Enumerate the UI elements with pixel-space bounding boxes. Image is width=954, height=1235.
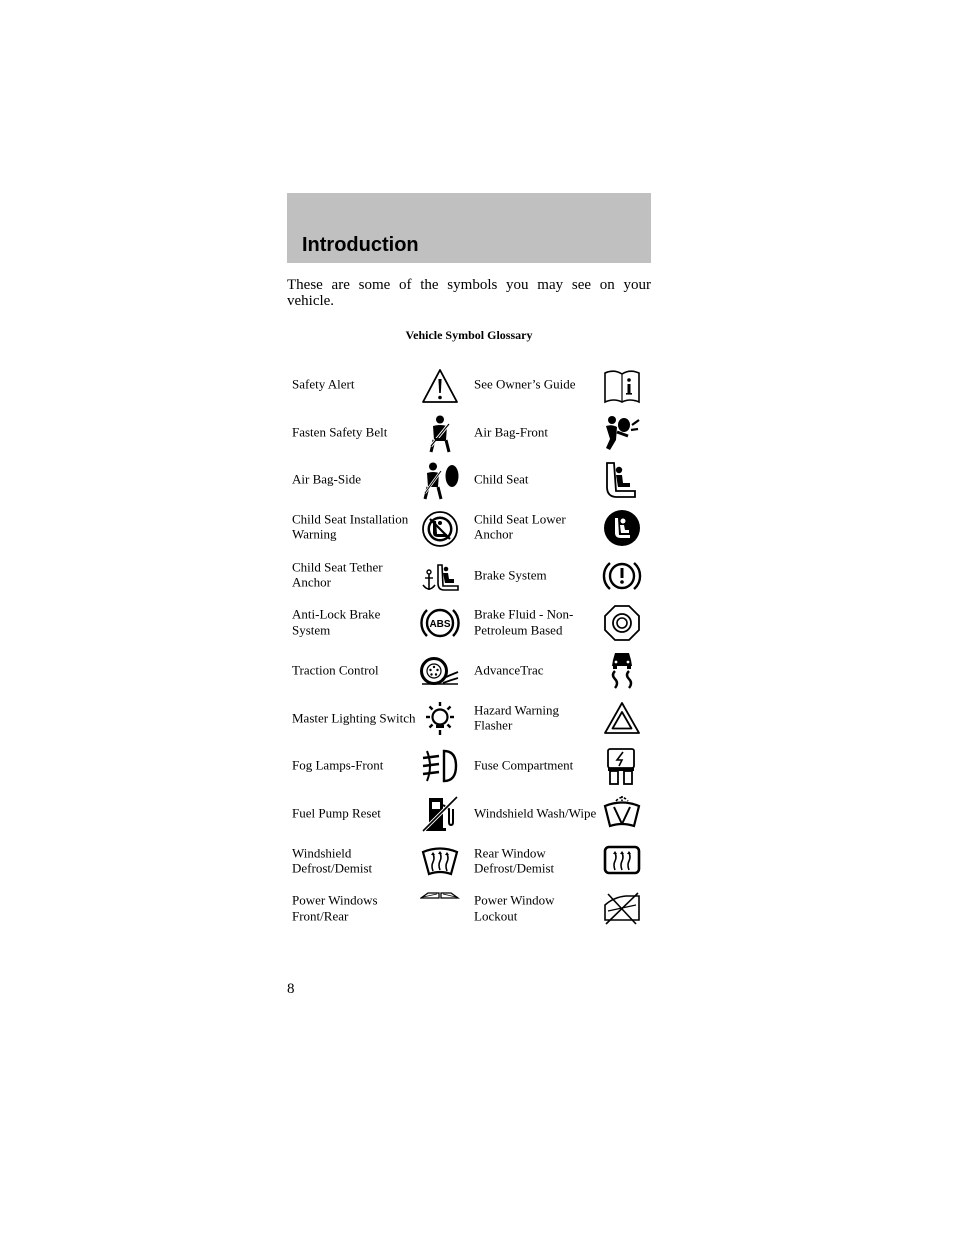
symbol-label: Fuel Pump Reset (292, 805, 381, 821)
glossary-row (287, 694, 651, 742)
traction-control-icon (420, 652, 460, 692)
symbol-label: Power Window Lockout (474, 892, 555, 924)
symbol-label: Fuse Compartment (474, 757, 574, 773)
symbol-label: Safety Alert (292, 376, 355, 392)
glossary-row (287, 742, 651, 790)
glossary-row (287, 837, 651, 885)
window-lockout-icon (602, 890, 642, 930)
owners-guide-icon (602, 366, 642, 406)
section-title: Introduction (302, 234, 419, 256)
airbag-front-icon (602, 414, 642, 454)
abs-text: ABS (429, 619, 451, 631)
abs-icon (420, 604, 460, 644)
safety-belt-icon (420, 414, 460, 454)
symbol-label: Windshield Defrost/Demist (292, 845, 373, 876)
symbol-label: Child Seat (474, 471, 529, 487)
section-header (287, 193, 651, 263)
page-number: 8 (287, 981, 295, 997)
rear-defrost-icon (602, 843, 642, 883)
wash-wipe-icon (602, 795, 642, 835)
glossary-row (287, 885, 651, 933)
symbol-label: Hazard Warning Flasher (474, 702, 559, 733)
symbol-label: Fog Lamps-Front (292, 757, 384, 773)
glossary-row (287, 455, 651, 503)
child-seat-lower-anchor-icon (602, 509, 642, 549)
glossary-row (287, 360, 651, 408)
symbol-label: AdvanceTrac (474, 662, 544, 678)
symbol-label: See Owner’s Guide (474, 376, 576, 392)
hazard-warning-icon (602, 700, 642, 740)
glossary-row (287, 789, 651, 837)
glossary-row (287, 551, 651, 599)
symbol-label: Brake System (474, 566, 547, 582)
symbol-label: Brake Fluid - Non-Petroleum Based (474, 606, 574, 638)
symbol-label: Power Windows Front/Rear (292, 892, 378, 924)
symbol-label: Air Bag-Front (474, 423, 549, 439)
glossary-row (287, 598, 651, 646)
intro-paragraph: These are some of the symbols you may see on your vehicle. (287, 277, 651, 309)
symbol-glossary (287, 360, 651, 932)
fog-lamps-icon (420, 747, 460, 787)
brake-fluid-icon (602, 604, 642, 644)
symbol-label: Child Seat Tether Anchor (292, 559, 383, 590)
windshield-defrost-icon (420, 843, 460, 883)
fuse-compartment-icon (602, 747, 642, 787)
symbol-label: Fasten Safety Belt (292, 423, 388, 439)
child-seat-tether-anchor-icon (420, 557, 460, 597)
power-windows-icon (420, 890, 460, 930)
symbol-label: Anti-Lock Brake System (292, 606, 381, 638)
child-seat-icon (602, 461, 642, 501)
fuel-pump-reset-icon (420, 795, 460, 835)
symbol-label: Rear Window Defrost/Demist (474, 845, 555, 876)
symbol-label: Air Bag-Side (292, 471, 361, 487)
glossary-title: Vehicle Symbol Glossary (405, 328, 533, 342)
symbol-label: Windshield Wash/Wipe (474, 805, 597, 821)
symbol-label: Child Seat Lower Anchor (474, 511, 566, 542)
airbag-side-icon (420, 461, 460, 501)
advancetrac-icon (602, 652, 642, 692)
safety-alert-icon (420, 366, 460, 406)
symbol-label: Master Lighting Switch (292, 709, 416, 725)
brake-system-icon (602, 557, 642, 597)
symbol-label: Traction Control (292, 662, 379, 678)
glossary-row (287, 408, 651, 456)
child-seat-warning-icon (420, 509, 460, 549)
symbol-label: Child Seat Installation Warning (292, 511, 409, 542)
glossary-row (287, 646, 651, 694)
master-lighting-icon (420, 700, 460, 740)
glossary-row (287, 503, 651, 551)
